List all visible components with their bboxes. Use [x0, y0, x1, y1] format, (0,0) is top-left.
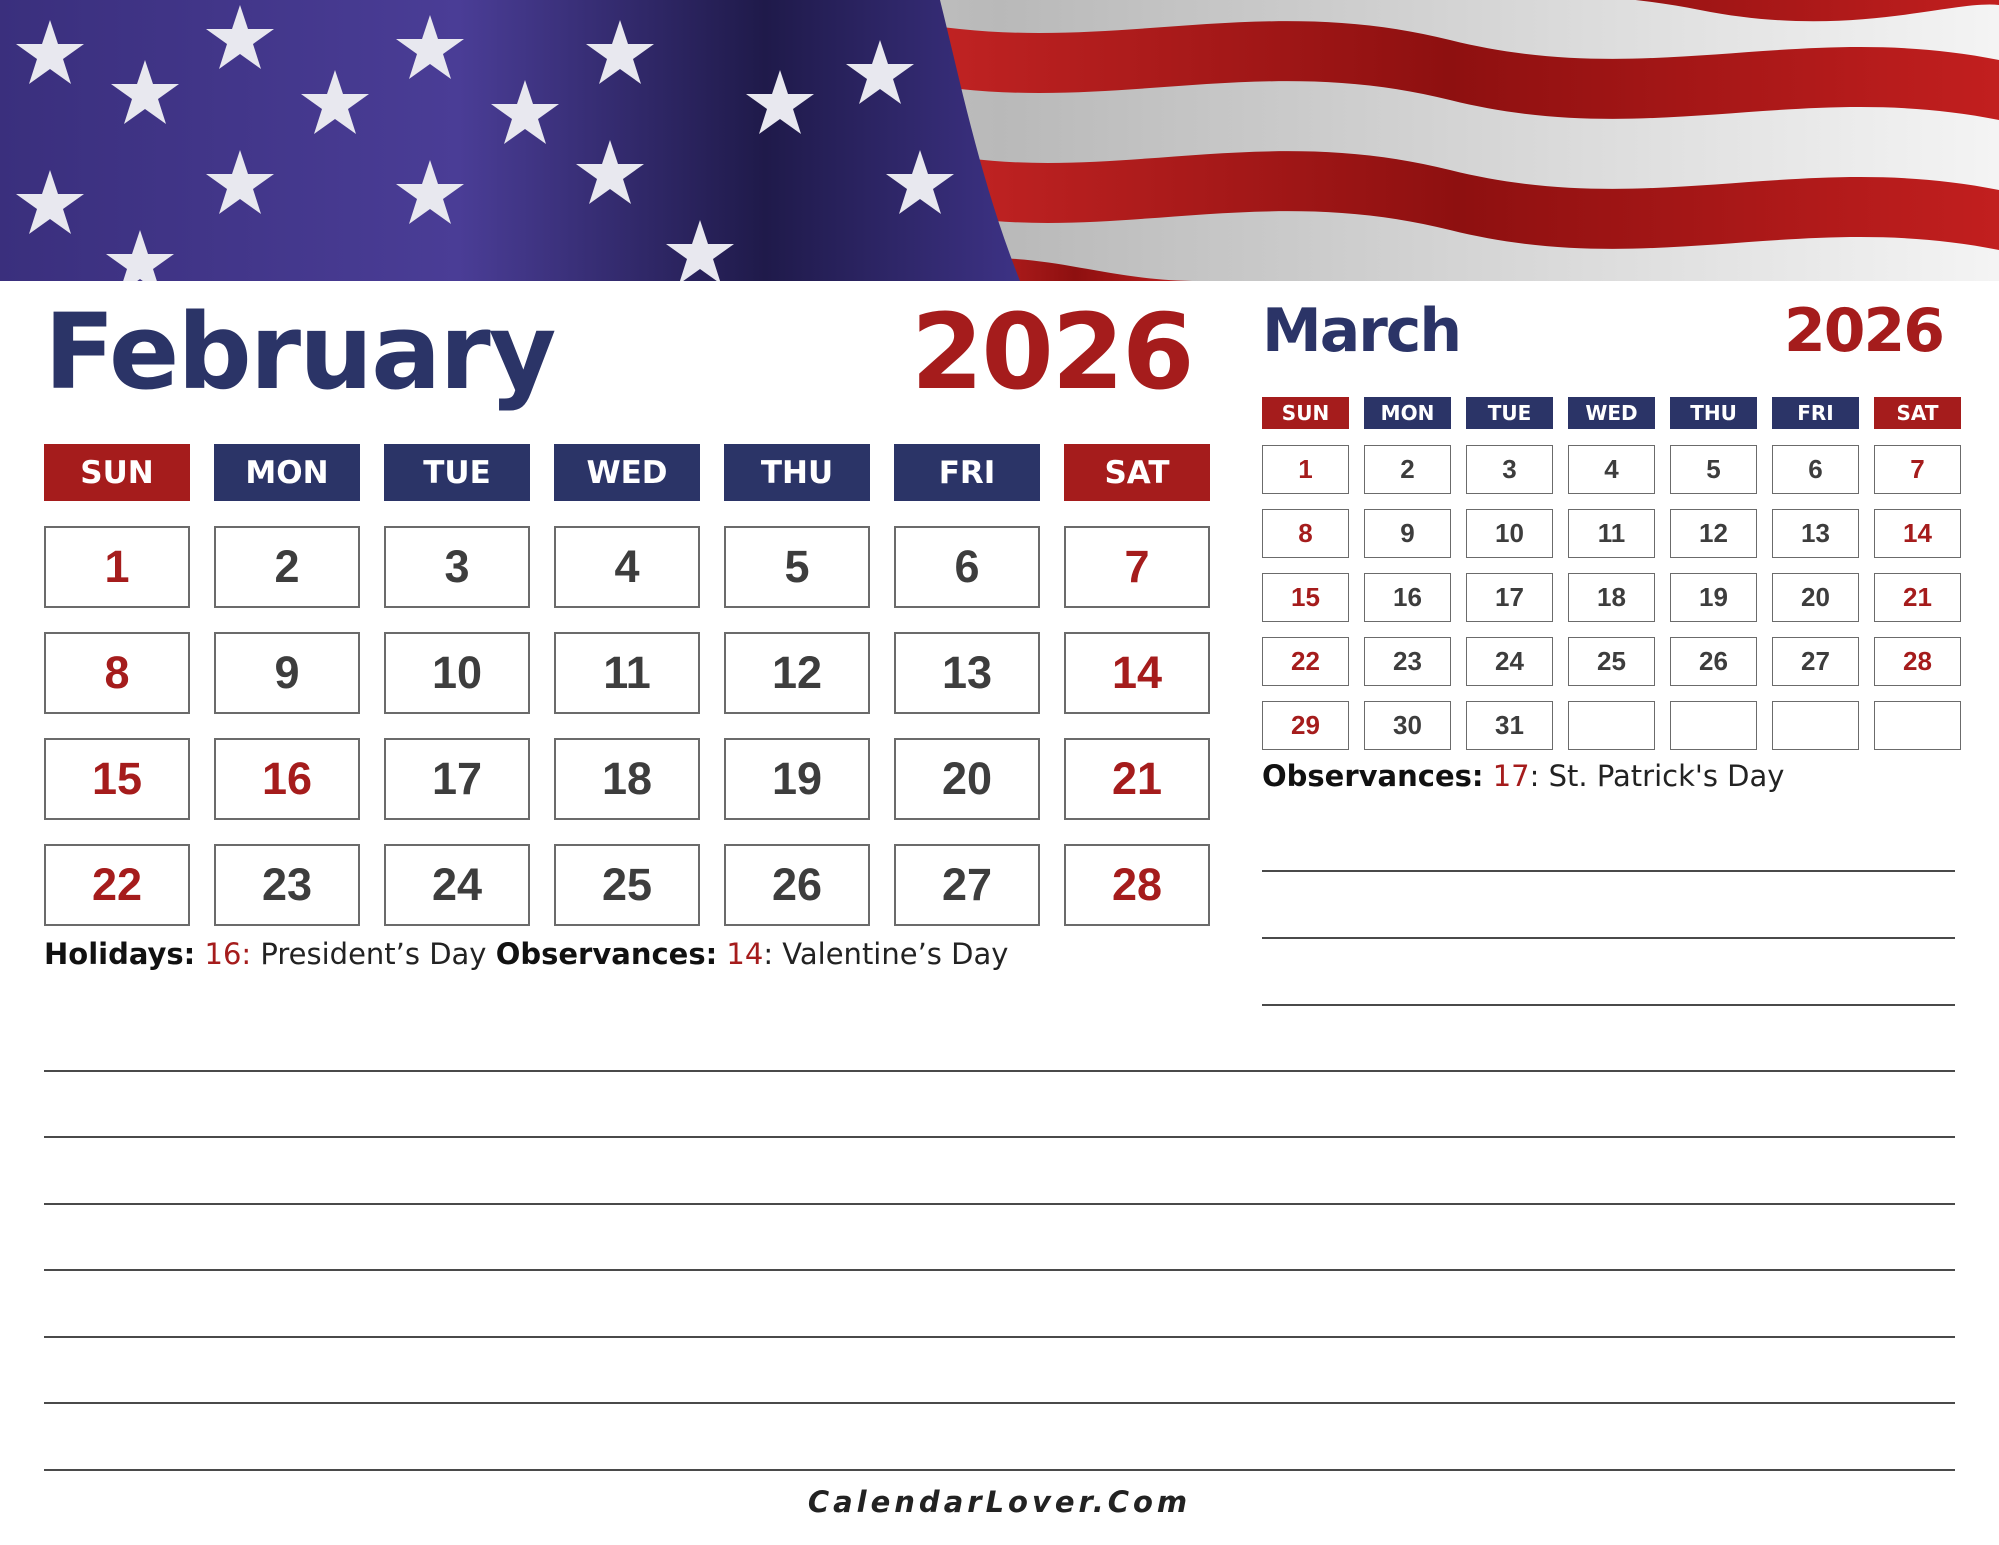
- observance-day: 14: [726, 937, 764, 971]
- day-cell[interactable]: 1: [44, 526, 190, 608]
- day-cell[interactable]: 29: [1262, 701, 1349, 750]
- day-cell[interactable]: 19: [1670, 573, 1757, 622]
- day-cell[interactable]: 18: [1568, 573, 1655, 622]
- observance-day: 17: [1492, 759, 1530, 793]
- day-cell[interactable]: 11: [554, 632, 700, 714]
- day-cell[interactable]: 7: [1064, 526, 1210, 608]
- holiday-day: 16:: [204, 937, 252, 971]
- weekday-header-wed: WED: [1568, 397, 1655, 429]
- day-cell[interactable]: 8: [1262, 509, 1349, 558]
- day-cell[interactable]: 21: [1064, 738, 1210, 820]
- day-cell[interactable]: 22: [44, 844, 190, 926]
- weekday-header-sun: SUN: [44, 444, 190, 501]
- writing-line: [1262, 937, 1955, 939]
- day-cell[interactable]: 21: [1874, 573, 1961, 622]
- day-cell[interactable]: 5: [1670, 445, 1757, 494]
- observance-text: : St. Patrick's Day: [1529, 759, 1785, 793]
- day-cell[interactable]: 13: [894, 632, 1040, 714]
- day-cell[interactable]: 22: [1262, 637, 1349, 686]
- writing-line: [44, 1469, 1955, 1471]
- day-cell[interactable]: 6: [1772, 445, 1859, 494]
- march-notes: [1262, 759, 1784, 793]
- day-cell[interactable]: 9: [214, 632, 360, 714]
- weekday-header-thu: THU: [1670, 397, 1757, 429]
- day-cell[interactable]: 5: [724, 526, 870, 608]
- weekday-header-sat: SAT: [1064, 444, 1210, 501]
- day-cell[interactable]: 1: [1262, 445, 1349, 494]
- writing-line: [44, 1136, 1955, 1138]
- day-cell[interactable]: [1670, 701, 1757, 750]
- day-cell[interactable]: 13: [1772, 509, 1859, 558]
- day-cell[interactable]: 16: [1364, 573, 1451, 622]
- march-year-title: 2026: [1784, 296, 1943, 366]
- february-notes: [44, 937, 1008, 971]
- day-cell[interactable]: 6: [894, 526, 1040, 608]
- holidays-label: Holidays:: [44, 937, 196, 971]
- writing-line: [44, 1203, 1955, 1205]
- day-cell[interactable]: 15: [1262, 573, 1349, 622]
- day-cell[interactable]: 20: [894, 738, 1040, 820]
- day-cell[interactable]: [1772, 701, 1859, 750]
- american-flag-banner: [0, 0, 1999, 281]
- weekday-header-mon: MON: [1364, 397, 1451, 429]
- writing-line: [44, 1402, 1955, 1404]
- march-month-title: March: [1262, 296, 1461, 366]
- day-cell[interactable]: 9: [1364, 509, 1451, 558]
- american-flag-icon: [0, 0, 1999, 281]
- february-year-title: 2026: [911, 291, 1193, 413]
- day-cell[interactable]: 25: [554, 844, 700, 926]
- day-cell[interactable]: 26: [724, 844, 870, 926]
- day-cell[interactable]: 26: [1670, 637, 1757, 686]
- day-cell[interactable]: 27: [894, 844, 1040, 926]
- day-cell[interactable]: 25: [1568, 637, 1655, 686]
- day-cell[interactable]: 7: [1874, 445, 1961, 494]
- day-cell[interactable]: 10: [1466, 509, 1553, 558]
- weekday-header-sun: SUN: [1262, 397, 1349, 429]
- day-cell[interactable]: 10: [384, 632, 530, 714]
- weekday-header-thu: THU: [724, 444, 870, 501]
- holiday-text: President’s Day: [260, 937, 487, 971]
- day-cell[interactable]: 2: [1364, 445, 1451, 494]
- day-cell[interactable]: 11: [1568, 509, 1655, 558]
- observances-label: Observances:: [1262, 759, 1484, 793]
- day-cell[interactable]: 15: [44, 738, 190, 820]
- day-cell[interactable]: 20: [1772, 573, 1859, 622]
- day-cell[interactable]: [1874, 701, 1961, 750]
- day-cell[interactable]: 17: [384, 738, 530, 820]
- february-month-title: February: [44, 291, 555, 413]
- day-cell[interactable]: 14: [1874, 509, 1961, 558]
- weekday-header-fri: FRI: [894, 444, 1040, 501]
- day-cell[interactable]: 14: [1064, 632, 1210, 714]
- day-cell[interactable]: 16: [214, 738, 360, 820]
- day-cell[interactable]: 28: [1874, 637, 1961, 686]
- day-cell[interactable]: 24: [384, 844, 530, 926]
- day-cell[interactable]: 30: [1364, 701, 1451, 750]
- day-cell[interactable]: 8: [44, 632, 190, 714]
- weekday-header-wed: WED: [554, 444, 700, 501]
- writing-line: [44, 1070, 1955, 1072]
- day-cell[interactable]: 28: [1064, 844, 1210, 926]
- day-cell[interactable]: 23: [214, 844, 360, 926]
- weekday-header-sat: SAT: [1874, 397, 1961, 429]
- writing-line: [44, 1336, 1955, 1338]
- day-cell[interactable]: 12: [724, 632, 870, 714]
- day-cell[interactable]: 19: [724, 738, 870, 820]
- weekday-header-tue: TUE: [1466, 397, 1553, 429]
- day-cell[interactable]: 23: [1364, 637, 1451, 686]
- observance-text: : Valentine’s Day: [763, 937, 1009, 971]
- weekday-header-tue: TUE: [384, 444, 530, 501]
- writing-line: [1262, 1004, 1955, 1006]
- day-cell[interactable]: [1568, 701, 1655, 750]
- observances-label: Observances:: [495, 937, 718, 971]
- day-cell[interactable]: 12: [1670, 509, 1757, 558]
- writing-line: [44, 1269, 1955, 1271]
- day-cell[interactable]: 4: [554, 526, 700, 608]
- day-cell[interactable]: 27: [1772, 637, 1859, 686]
- writing-line: [1262, 870, 1955, 872]
- day-cell[interactable]: 17: [1466, 573, 1553, 622]
- day-cell[interactable]: 31: [1466, 701, 1553, 750]
- footer-website: CalendarLover.Com: [807, 1485, 1192, 1519]
- day-cell[interactable]: 4: [1568, 445, 1655, 494]
- weekday-header-mon: MON: [214, 444, 360, 501]
- day-cell[interactable]: 3: [384, 526, 530, 608]
- day-cell[interactable]: 3: [1466, 445, 1553, 494]
- day-cell[interactable]: 18: [554, 738, 700, 820]
- day-cell[interactable]: 2: [214, 526, 360, 608]
- weekday-header-fri: FRI: [1772, 397, 1859, 429]
- day-cell[interactable]: 24: [1466, 637, 1553, 686]
